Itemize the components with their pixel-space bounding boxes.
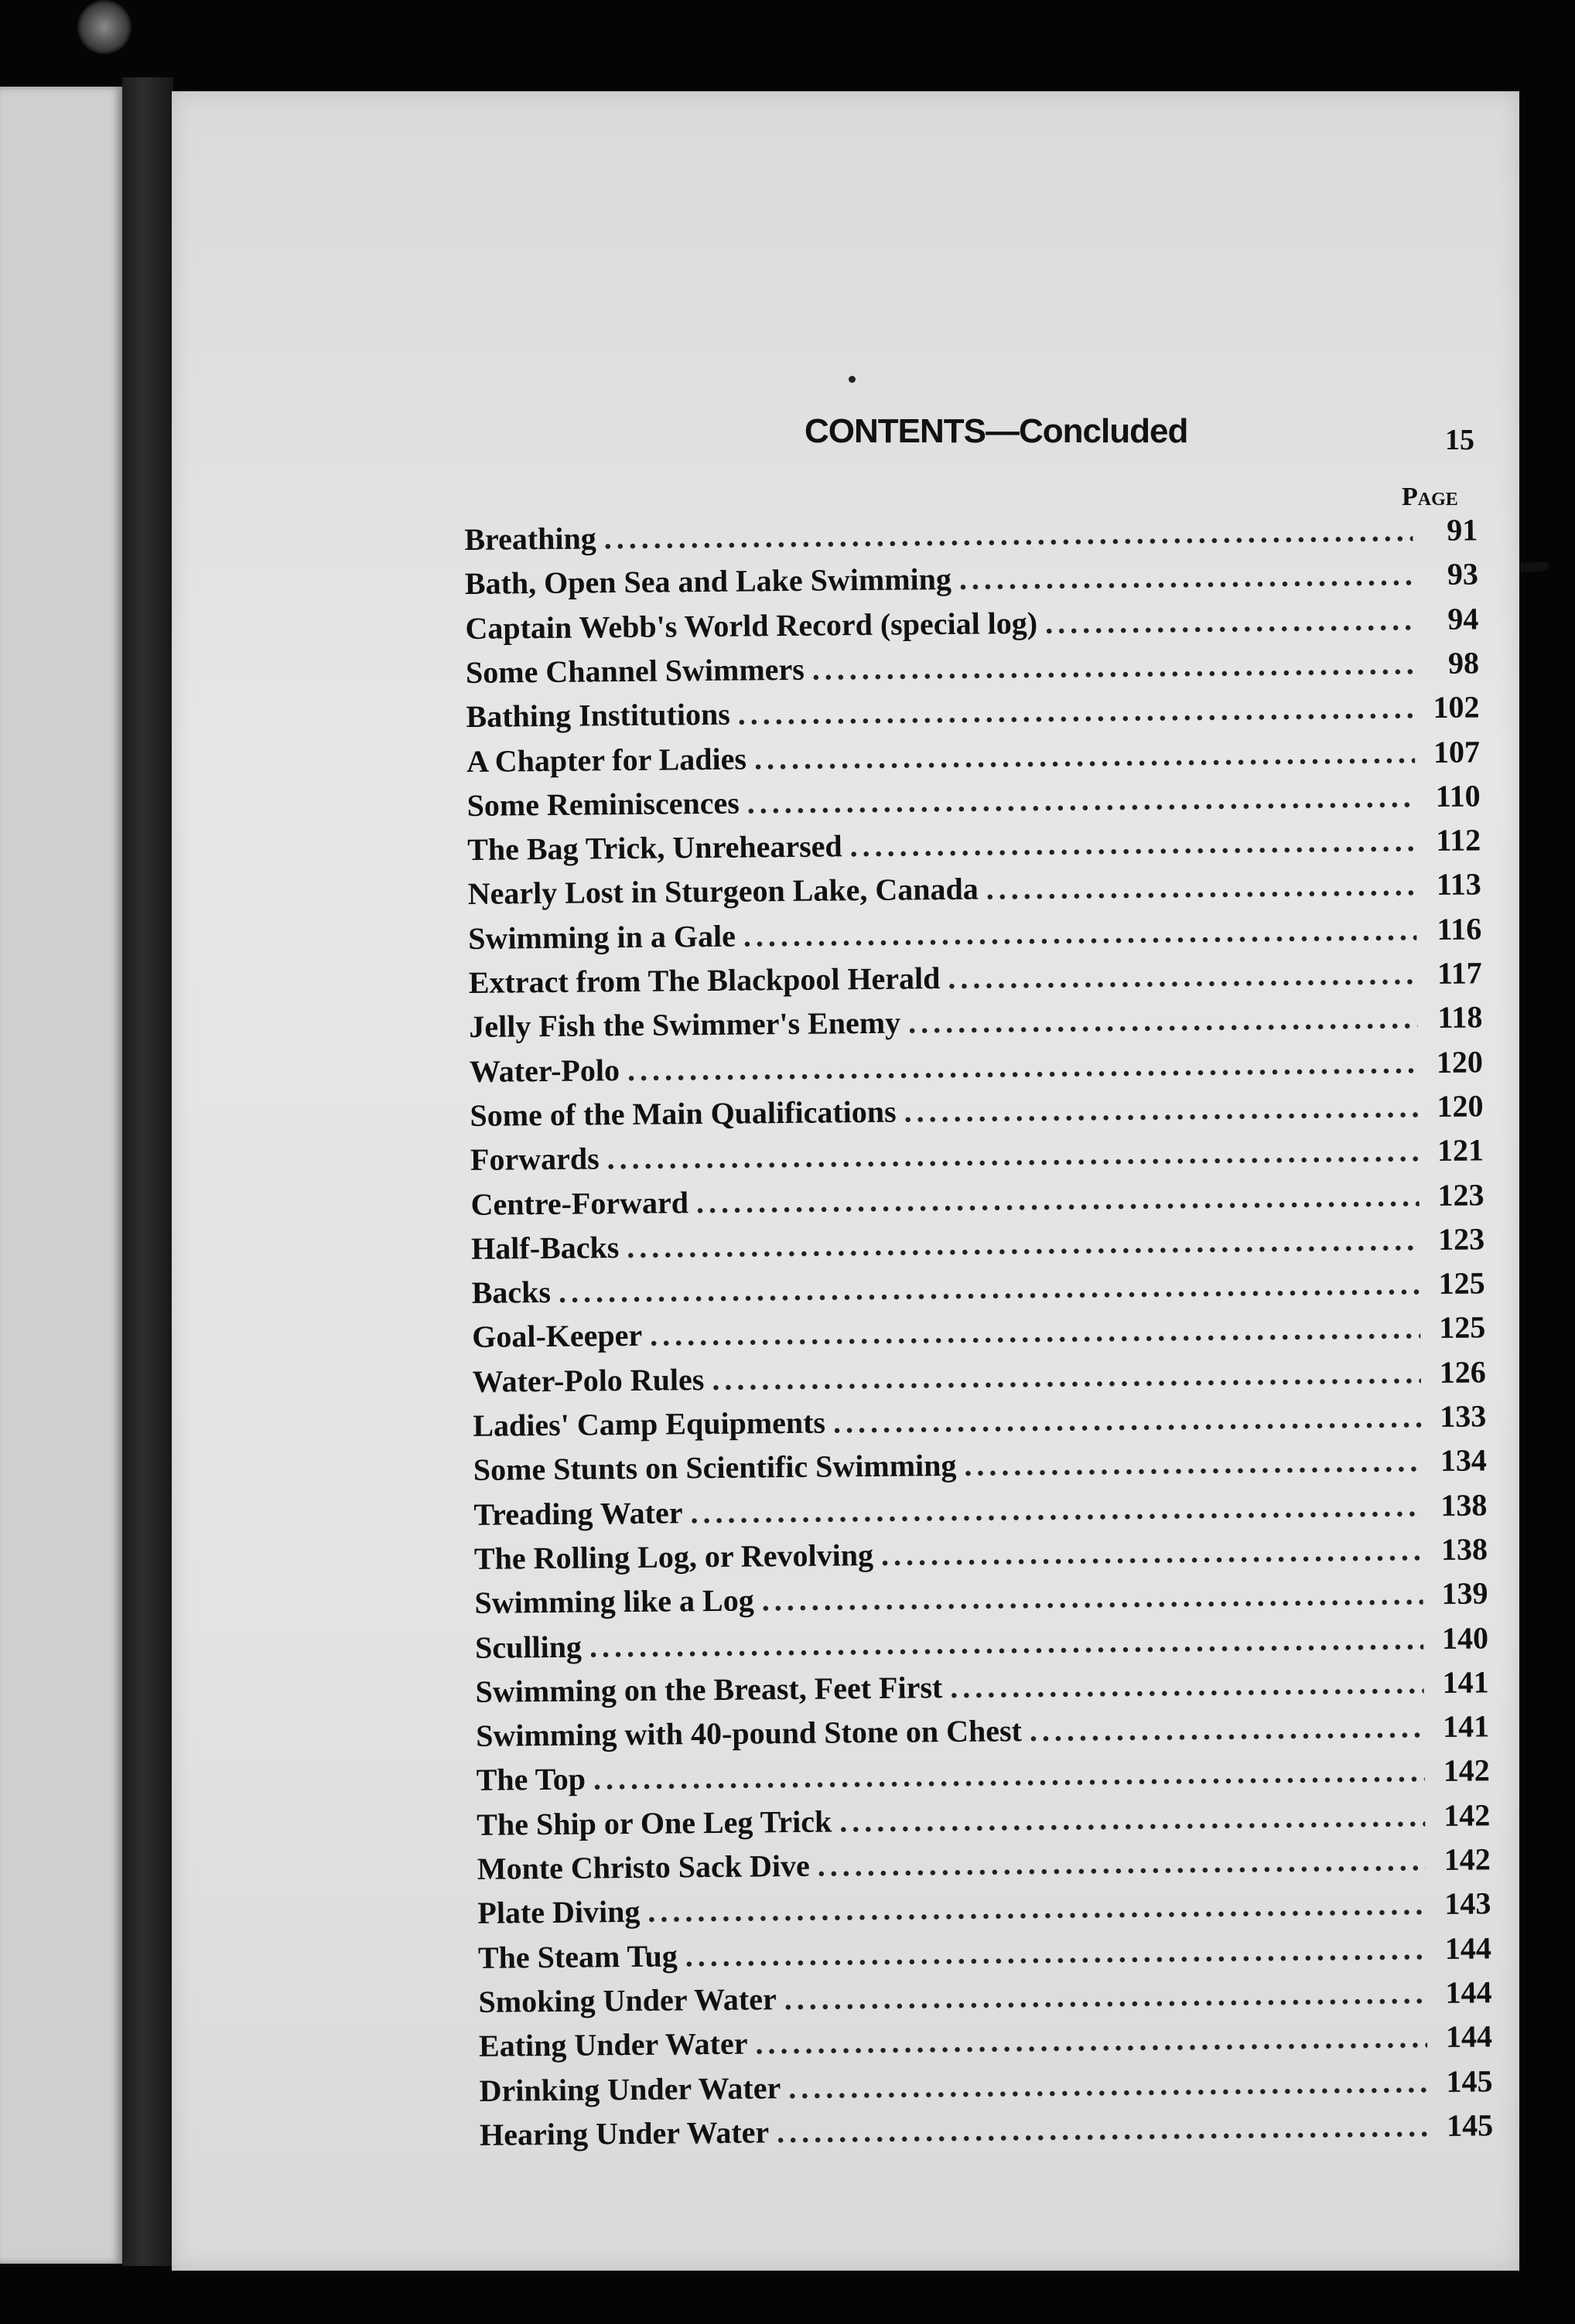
toc-entry-title: The Bag Trick, Unrehearsed: [466, 828, 842, 868]
dot-leader: [881, 1531, 1423, 1573]
toc-entry-title: Jelly Fish the Swimmer's Enemy: [469, 1005, 901, 1045]
dot-leader: [754, 734, 1416, 776]
dot-leader: [948, 955, 1417, 996]
page-number: 15: [1445, 424, 1474, 456]
dot-leader: [685, 1930, 1427, 1974]
toc-entry-page: 125: [1438, 1309, 1486, 1346]
toc-entry-page: 98: [1447, 645, 1480, 681]
toc-entry-page: 123: [1437, 1221, 1485, 1257]
toc-entry-title: Sculling: [474, 1629, 583, 1665]
toc-entry-title: Bathing Institutions: [466, 696, 730, 735]
dot-leader: [818, 1841, 1426, 1884]
toc-entry-page: 126: [1439, 1354, 1486, 1390]
dot-leader: [849, 822, 1416, 864]
toc-entry-page: 91: [1447, 512, 1478, 548]
toc-entry-page: 110: [1435, 778, 1481, 814]
toc-entry-page: 144: [1444, 1930, 1492, 1966]
toc-entry-title: Half-Backs: [470, 1229, 620, 1266]
book-page: [172, 91, 1519, 2271]
dot-leader: [784, 1974, 1426, 2017]
toc-entry-title: Ladies' Camp Equipments: [473, 1404, 826, 1443]
toc-entry-page: 116: [1437, 911, 1482, 947]
toc-entry-title: The Steam Tug: [477, 1938, 678, 1975]
dot-leader: [593, 1753, 1425, 1797]
toc-entry-title: Hearing Under Water: [479, 2114, 770, 2152]
dot-leader: [788, 2063, 1428, 2106]
dot-leader: [712, 1354, 1421, 1397]
toc-entry-title: Breathing: [464, 520, 596, 557]
toc-entry-page: 140: [1441, 1619, 1489, 1656]
dot-leader: [738, 689, 1415, 732]
dot-leader: [627, 1044, 1418, 1088]
dot-leader: [755, 2019, 1427, 2061]
toc-entry-page: 145: [1446, 2107, 1494, 2143]
toc-entry-page: 142: [1443, 1797, 1491, 1833]
toc-entry-title: The Rolling Log, or Revolving: [473, 1537, 874, 1576]
toc-entry-page: 141: [1442, 1708, 1490, 1744]
toc-entry-title: Nearly Lost in Sturgeon Lake, Canada: [467, 872, 979, 912]
toc-entry-title: Water-Polo Rules: [472, 1361, 705, 1399]
dot-leader: [743, 911, 1417, 954]
book-gutter: [122, 77, 173, 2266]
dot-leader: [964, 1442, 1422, 1483]
toc-entry-page: 145: [1446, 2063, 1493, 2099]
dot-leader: [1045, 601, 1414, 641]
toc-entry-page: 138: [1440, 1531, 1488, 1567]
toc-entry-page: 123: [1437, 1176, 1484, 1213]
toc-entry-title: Bath, Open Sea and Lake Swimming: [464, 561, 952, 602]
toc-entry-title: Swimming in a Gale: [468, 918, 736, 956]
toc-entry-title: Smoking Under Water: [478, 1981, 777, 2019]
toc-entry-title: Treading Water: [473, 1494, 683, 1532]
toc-entry-page: 107: [1433, 733, 1481, 770]
toc-entry-title: Swimming on the Breast, Feet First: [475, 1669, 943, 1709]
toc-entry-page: 139: [1441, 1575, 1488, 1612]
toc-entry-title: The Top: [476, 1761, 586, 1798]
toc-entry-page: 134: [1440, 1442, 1488, 1479]
dot-leader: [1030, 1708, 1425, 1749]
toc-entry-page: 142: [1443, 1752, 1490, 1789]
toc-entry-title: The Ship or One Leg Trick: [477, 1804, 832, 1842]
toc-entry-title: Some of the Main Qualifications: [470, 1094, 897, 1133]
toc-entry-title: Some Stunts on Scientific Swimming: [473, 1448, 957, 1488]
scan-corner-mark: [77, 0, 132, 54]
toc-entry: [480, 2107, 1493, 2160]
dot-leader: [696, 1177, 1420, 1220]
adjacent-page: [0, 87, 122, 2264]
toc-entry-title: Goal-Keeper: [472, 1318, 643, 1355]
dot-leader: [761, 1575, 1423, 1618]
dot-leader: [950, 1664, 1424, 1705]
toc-entry-page: 142: [1443, 1841, 1491, 1877]
toc-entry-page: 125: [1438, 1265, 1485, 1302]
toc-entry-title: Monte Christo Sack Dive: [477, 1848, 811, 1886]
toc-entry-page: 112: [1436, 822, 1481, 858]
toc-entry-page: 102: [1433, 689, 1480, 725]
toc-entry-title: A Chapter for Ladies: [466, 740, 747, 779]
toc-entry-page: 144: [1445, 1974, 1492, 2010]
dot-leader: [777, 2107, 1428, 2150]
toc-entry-title: Captain Webb's World Record (special log): [465, 605, 1038, 646]
page-column-label: Page: [1402, 483, 1458, 511]
toc-entry-page: 120: [1436, 1043, 1484, 1080]
page-title: CONTENTS—Concluded: [805, 412, 1188, 450]
dot-leader: [908, 999, 1418, 1040]
dot-leader: [959, 556, 1413, 597]
toc-entry-title: Backs: [471, 1275, 552, 1311]
toc-entry-title: Swimming like a Log: [474, 1582, 754, 1621]
dot-leader: [650, 1310, 1420, 1354]
dot-leader: [839, 1797, 1425, 1839]
toc-entry-page: 113: [1436, 866, 1481, 903]
dot-leader: [812, 645, 1415, 687]
toc-entry-title: Forwards: [470, 1141, 600, 1178]
toc-entry-page: 121: [1437, 1132, 1484, 1169]
toc-entry-title: Extract from The Blackpool Herald: [468, 961, 941, 1000]
toc-entry-page: 117: [1437, 955, 1483, 991]
dot-leader: [833, 1398, 1422, 1440]
toc-entry-page: 138: [1440, 1486, 1488, 1523]
toc-entry-title: Centre-Forward: [470, 1184, 689, 1222]
dot-leader: [604, 512, 1413, 556]
toc-entry-title: Water-Polo: [469, 1052, 620, 1089]
toc-entry-page: 143: [1444, 1885, 1491, 1922]
toc-entry-page: 133: [1440, 1398, 1487, 1434]
toc-entry-page: 120: [1437, 1088, 1484, 1124]
toc-entry-page: 93: [1447, 556, 1479, 592]
toc-entry-title: Drinking Under Water: [479, 2070, 781, 2108]
toc-entry-title: Eating Under Water: [478, 2025, 748, 2064]
dot-leader: [627, 1221, 1420, 1265]
dot-leader: [647, 1885, 1426, 1930]
dot-leader: [904, 1088, 1418, 1129]
toc-entry-page: 141: [1442, 1664, 1489, 1700]
table-of-contents: [168, 86, 1536, 2278]
toc-entry-title: Swimming with 40-pound Stone on Chest: [475, 1713, 1023, 1753]
dot-leader: [690, 1487, 1422, 1531]
toc-entry-page: 144: [1445, 2019, 1493, 2055]
toc-entry-title: Plate Diving: [477, 1894, 641, 1931]
toc-entry-title: Some Reminiscences: [466, 785, 740, 823]
dot-leader: [559, 1265, 1420, 1310]
toc-entry-page: 118: [1437, 999, 1483, 1036]
dot-leader: [589, 1620, 1424, 1664]
dot-leader: [606, 1132, 1419, 1176]
toc-entry-page: 94: [1447, 600, 1479, 636]
dot-leader: [747, 778, 1416, 821]
dot-leader: [986, 867, 1416, 907]
toc-entry-title: Some Channel Swimmers: [465, 651, 805, 690]
